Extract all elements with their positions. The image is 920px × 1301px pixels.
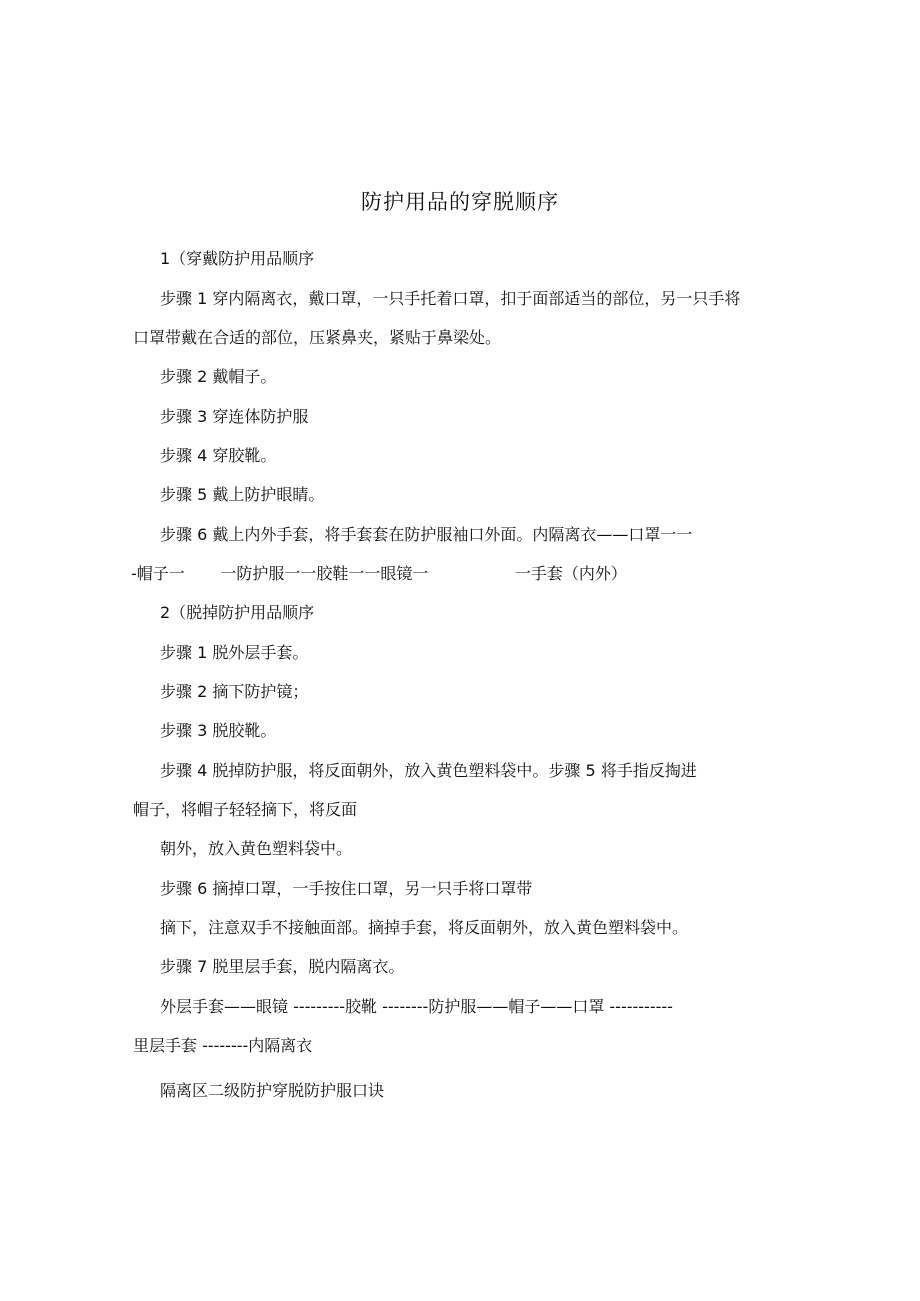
paragraph-line: 步骤 3 脱胶靴。 [160,721,277,740]
paragraph-line: 朝外，放入黄色塑料袋中。 [160,839,353,858]
paragraph-line: 步骤 1 脱外层手套。 [160,643,309,662]
paragraph-line: 步骤 4 脱掉防护服，将反面朝外，放入黄色塑料袋中。步骤 5 将手指反掏进 [160,761,697,780]
paragraph-line: 帽子，将帽子轻轻摘下，将反面 [133,800,358,819]
paragraph-line: 步骤 2 戴帽子。 [160,367,277,386]
paragraph-line: 步骤 6 戴上内外手套，将手套套在防护服袖口外面。内隔离衣——口罩一一 [160,525,693,544]
paragraph-line: 步骤 4 穿胶靴。 [160,446,277,465]
document-title: 防护用品的穿脱顺序 [361,190,559,214]
paragraph-line: 外层手套——眼镜 ---------胶靴 --------防护服——帽子——口罩 ----------- [160,997,673,1016]
paragraph-line: 口罩带戴在合适的部位，压紧鼻夹，紧贴于鼻梁处。 [133,328,502,347]
section-heading-donning: 1（穿戴防护用品顺序 [160,249,315,268]
paragraph-line: 步骤 5 戴上防护眼睛。 [160,485,325,504]
paragraph-line: 步骤 6 摘掉口罩，一手按住口罩，另一只手将口罩带 [160,879,533,898]
section-heading-doffing: 2（脱掉防护用品顺序 [160,603,315,622]
paragraph-line: 步骤 7 脱里层手套，脱内隔离衣。 [160,957,405,976]
paragraph-line: 里层手套 --------内隔离衣 [133,1036,313,1055]
paragraph-line: 步骤 3 穿连体防护服 [160,407,309,426]
paragraph-line: 隔离区二级防护穿脱防护服口诀 [160,1081,385,1100]
paragraph-line: 步骤 1 穿内隔离衣，戴口罩，一只手托着口罩，扣于面部适当的部位，另一只手将 [160,289,741,308]
paragraph-line: 步骤 2 摘下防护镜； [160,682,309,701]
paragraph-line: 摘下，注意双手不接触面部。摘掉手套，将反面朝外，放入黄色塑料袋中。 [160,918,689,937]
paragraph-line: -帽子一 一防护服一一胶鞋一一眼镜一 一手套（内外） [131,564,627,583]
